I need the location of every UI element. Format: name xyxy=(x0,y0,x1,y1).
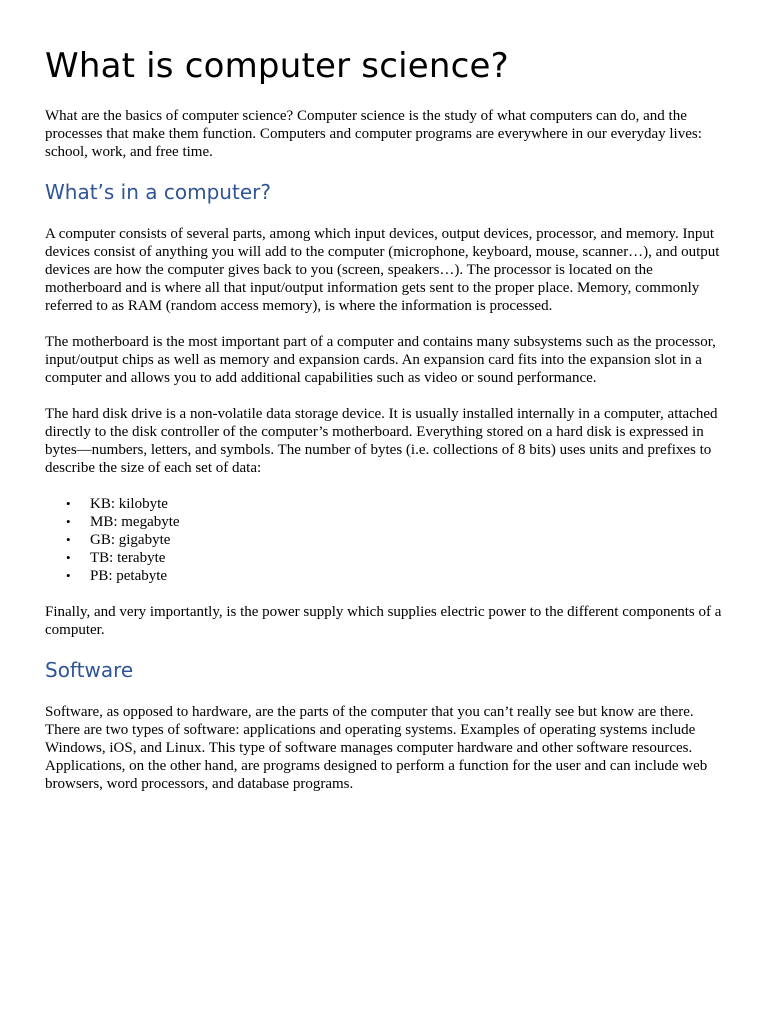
paragraph-hard-disk: The hard disk drive is a non-volatile data storage device. It is usually installed internally in a computer, attached directly to the disk controller of the computer’s motherboard. Everything stored on a hard disk is expressed in bytes—numbers, letters, and symbols. The number of bytes (i.e. collections of 8 bits) uses units and prefixes to describe the size of each set of data: xyxy=(45,406,718,476)
list-item: • GB: gigabyte xyxy=(66,532,171,548)
list-item: • TB: terabyte xyxy=(66,550,166,566)
page-title: What is computer science? xyxy=(45,46,509,86)
bullet-icon: • xyxy=(66,496,71,511)
section-heading-software: Software xyxy=(45,658,134,682)
paragraph-power-supply: Finally, and very importantly, is the power supply which supplies electric power to the different components of a computer. xyxy=(45,604,722,638)
intro-paragraph: What are the basics of computer science? Computer science is the study of what computers can do, and the processes that make them function. Computers and computer programs are everywhere in our everyday lives: school, work, and free time. xyxy=(45,108,702,160)
list-item: • KB: kilobyte xyxy=(66,496,168,512)
bullet-icon: • xyxy=(66,514,71,529)
bullet-icon: • xyxy=(66,550,71,565)
section-heading-computer: What’s in a computer? xyxy=(45,180,271,204)
paragraph-motherboard: The motherboard is the most important part of a computer and contains many subsystems such as the processor, input/output chips as well as memory and expansion cards. An expansion card fits into the expansion slot in a computer and allows you to add additional capabilities such as video or sound performance. xyxy=(45,334,716,386)
list-item: • PB: petabyte xyxy=(66,568,168,584)
units-list xyxy=(45,495,724,585)
paragraph-computer-parts: A computer consists of several parts, among which input devices, output devices, processor, and memory. Input devices consist of anything you will add to the computer (microphone, keyboard, mouse, scanner…), and output devices are how the computer gives back to you (screen, speakers…). The processor is located on the motherboard and is where all that input/output information gets sent to the proper place. Memory, commonly referred to as RAM (random access memory), is where the information is processed. xyxy=(45,226,720,314)
bullet-icon: • xyxy=(66,532,71,547)
list-item: • MB: megabyte xyxy=(66,514,180,530)
paragraph-software: Software, as opposed to hardware, are the parts of the computer that you can’t really see but know are there. There are two types of software: applications and operating systems. Examples of operating systems include Windows, iOS, and Linux. This type of software manages computer hardware and other software resources. Applications, on the other hand, are programs designed to perform a function for the user and can include web browsers, word processors, and database programs. xyxy=(45,704,708,792)
bullet-icon: • xyxy=(66,568,71,583)
